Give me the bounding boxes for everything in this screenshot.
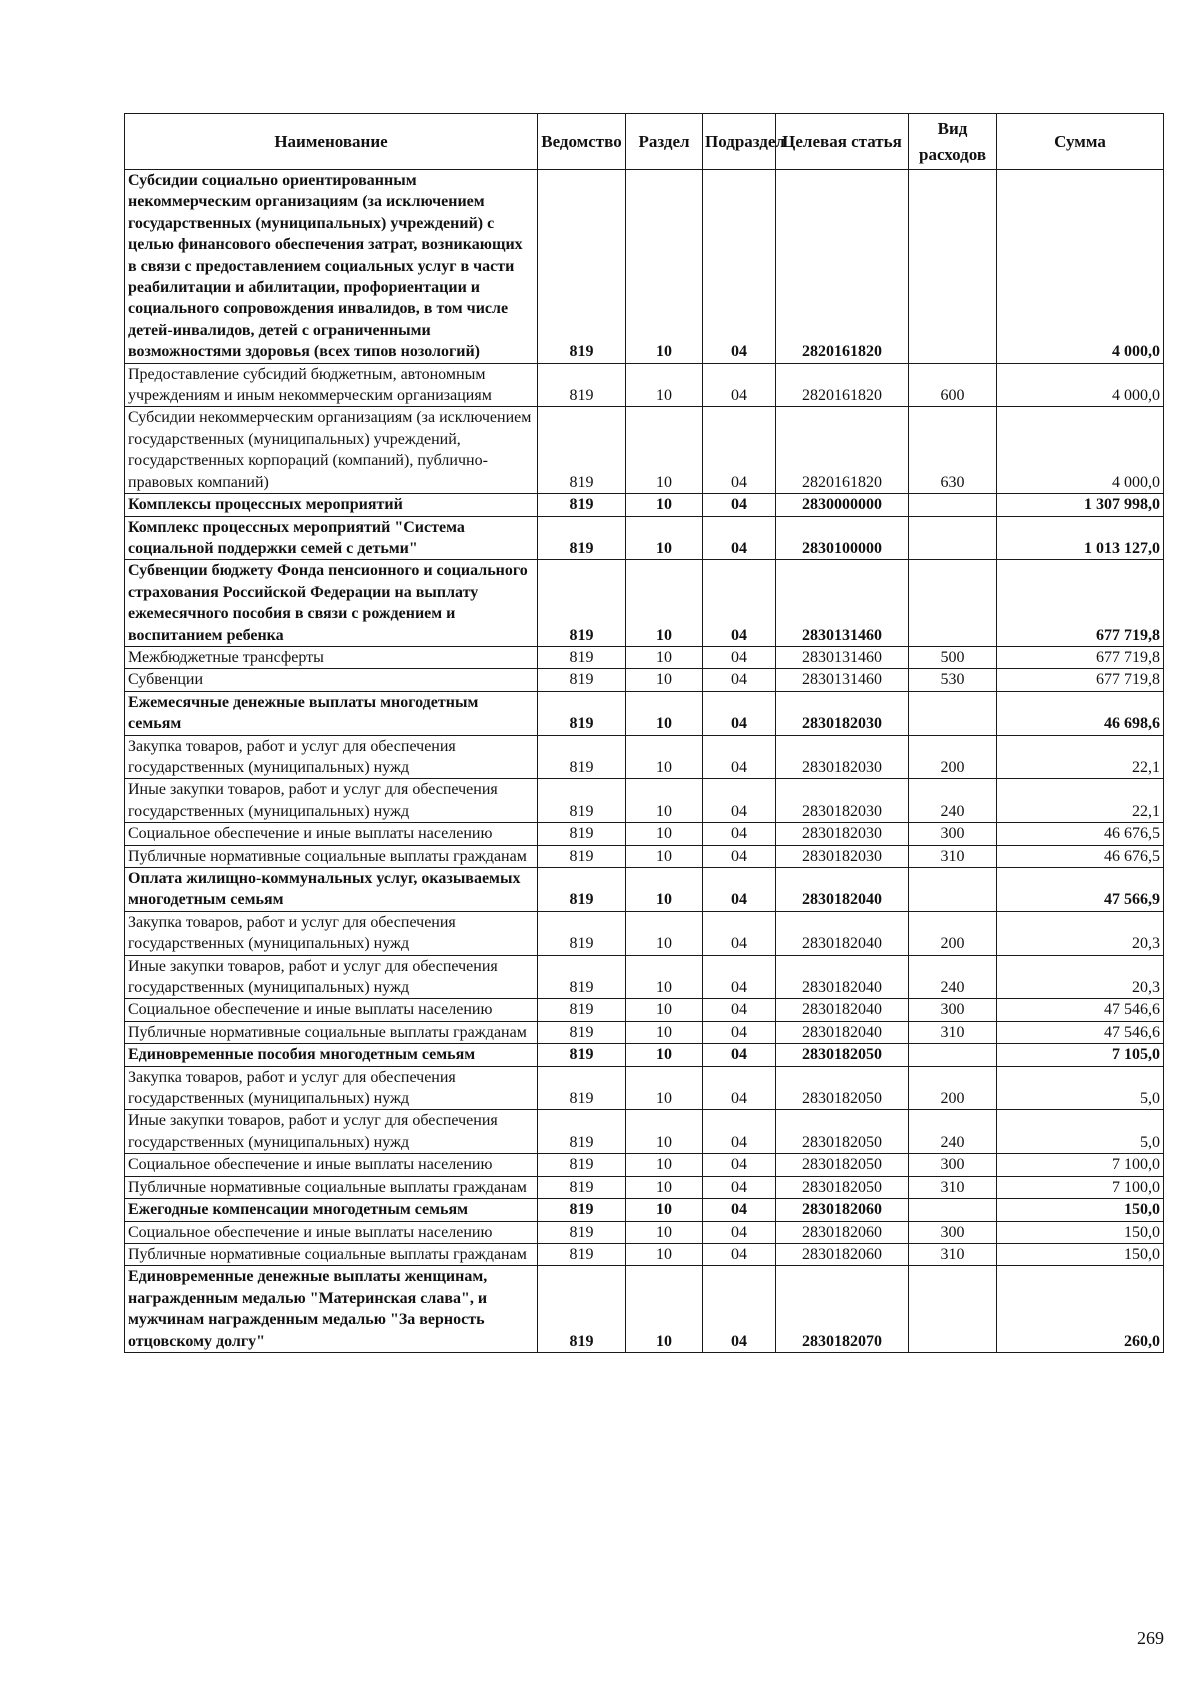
cell-summa: 677 719,8 xyxy=(997,646,1164,668)
cell-ved: 819 xyxy=(538,407,626,494)
cell-ved: 819 xyxy=(538,823,626,845)
cell-podrazdel: 04 xyxy=(703,999,776,1021)
cell-ved: 819 xyxy=(538,911,626,955)
cell-razdel: 10 xyxy=(626,735,703,779)
cell-summa: 7 100,0 xyxy=(997,1176,1164,1198)
cell-vid xyxy=(909,691,997,735)
cell-vid: 200 xyxy=(909,735,997,779)
cell-name: Иные закупки товаров, работ и услуг для обеспечения государственных (муниципальных) нужд xyxy=(125,955,538,999)
header-name: Наименование xyxy=(125,114,538,170)
table-row xyxy=(125,1199,1164,1221)
cell-celevaya: 2830182030 xyxy=(776,735,909,779)
table-row xyxy=(125,845,1164,867)
cell-ved: 819 xyxy=(538,516,626,560)
cell-podrazdel: 04 xyxy=(703,363,776,407)
table-row xyxy=(125,691,1164,735)
cell-name: Публичные нормативные социальные выплаты гражданам xyxy=(125,845,538,867)
cell-vid: 310 xyxy=(909,1021,997,1043)
table-row xyxy=(125,868,1164,912)
cell-summa: 46 676,5 xyxy=(997,823,1164,845)
cell-ved: 819 xyxy=(538,646,626,668)
table-row xyxy=(125,1021,1164,1043)
cell-name: Закупка товаров, работ и услуг для обеспечения государственных (муниципальных) нужд xyxy=(125,735,538,779)
cell-podrazdel: 04 xyxy=(703,1154,776,1176)
cell-celevaya: 2830182050 xyxy=(776,1044,909,1066)
cell-summa: 4 000,0 xyxy=(997,407,1164,494)
cell-ved: 819 xyxy=(538,1199,626,1221)
cell-vid: 500 xyxy=(909,646,997,668)
header-razdel: Раздел xyxy=(626,114,703,170)
cell-razdel: 10 xyxy=(626,363,703,407)
cell-podrazdel: 04 xyxy=(703,646,776,668)
cell-celevaya: 2820161820 xyxy=(776,363,909,407)
cell-celevaya: 2830182050 xyxy=(776,1176,909,1198)
table-row xyxy=(125,560,1164,647)
cell-summa: 46 698,6 xyxy=(997,691,1164,735)
cell-podrazdel: 04 xyxy=(703,1266,776,1353)
cell-podrazdel: 04 xyxy=(703,560,776,647)
cell-podrazdel: 04 xyxy=(703,1110,776,1154)
cell-podrazdel: 04 xyxy=(703,170,776,364)
cell-razdel: 10 xyxy=(626,1154,703,1176)
table-row xyxy=(125,1221,1164,1243)
cell-celevaya: 2830131460 xyxy=(776,669,909,691)
cell-summa: 5,0 xyxy=(997,1110,1164,1154)
cell-celevaya: 2820161820 xyxy=(776,170,909,364)
budget-table xyxy=(124,113,1164,1353)
cell-vid xyxy=(909,1044,997,1066)
cell-razdel: 10 xyxy=(626,999,703,1021)
cell-ved: 819 xyxy=(538,735,626,779)
cell-vid: 310 xyxy=(909,1176,997,1198)
cell-podrazdel: 04 xyxy=(703,669,776,691)
header-celevaya: Целевая статья xyxy=(776,114,909,170)
table-row xyxy=(125,735,1164,779)
cell-vid: 530 xyxy=(909,669,997,691)
cell-razdel: 10 xyxy=(626,1199,703,1221)
cell-razdel: 10 xyxy=(626,1021,703,1043)
cell-summa: 1 307 998,0 xyxy=(997,494,1164,516)
cell-name: Закупка товаров, работ и услуг для обеспечения государственных (муниципальных) нужд xyxy=(125,1066,538,1110)
cell-summa: 46 676,5 xyxy=(997,845,1164,867)
cell-vid xyxy=(909,560,997,647)
cell-podrazdel: 04 xyxy=(703,955,776,999)
cell-vid xyxy=(909,494,997,516)
cell-celevaya: 2830182050 xyxy=(776,1066,909,1110)
cell-name: Межбюджетные трансферты xyxy=(125,646,538,668)
cell-celevaya: 2830182030 xyxy=(776,779,909,823)
cell-ved: 819 xyxy=(538,1221,626,1243)
cell-podrazdel: 04 xyxy=(703,516,776,560)
cell-ved: 819 xyxy=(538,1110,626,1154)
cell-ved: 819 xyxy=(538,1066,626,1110)
cell-name: Социальное обеспечение и иные выплаты населению xyxy=(125,1221,538,1243)
cell-razdel: 10 xyxy=(626,516,703,560)
cell-razdel: 10 xyxy=(626,955,703,999)
cell-podrazdel: 04 xyxy=(703,691,776,735)
cell-podrazdel: 04 xyxy=(703,1199,776,1221)
cell-podrazdel: 04 xyxy=(703,1066,776,1110)
cell-name: Единовременные пособия многодетным семьям xyxy=(125,1044,538,1066)
cell-ved: 819 xyxy=(538,1154,626,1176)
cell-razdel: 10 xyxy=(626,407,703,494)
cell-celevaya: 2830182040 xyxy=(776,999,909,1021)
cell-podrazdel: 04 xyxy=(703,1044,776,1066)
cell-name: Публичные нормативные социальные выплаты гражданам xyxy=(125,1021,538,1043)
cell-podrazdel: 04 xyxy=(703,1221,776,1243)
cell-name: Публичные нормативные социальные выплаты гражданам xyxy=(125,1243,538,1265)
cell-name: Субсидии некоммерческим организациям (за исключением государственных (муниципальных) учреждений, государственных корпораций (компаний), публично-правовых компаний) xyxy=(125,407,538,494)
table-row xyxy=(125,1044,1164,1066)
cell-razdel: 10 xyxy=(626,911,703,955)
cell-name: Комплекс процессных мероприятий "Система социальной поддержки семей с детьми" xyxy=(125,516,538,560)
cell-vid: 310 xyxy=(909,845,997,867)
header-vid: Вид расходов xyxy=(909,114,997,170)
cell-razdel: 10 xyxy=(626,646,703,668)
header-ved: Ведомство xyxy=(538,114,626,170)
table-row xyxy=(125,911,1164,955)
cell-summa: 47 546,6 xyxy=(997,1021,1164,1043)
cell-ved: 819 xyxy=(538,170,626,364)
cell-ved: 819 xyxy=(538,1044,626,1066)
table-row xyxy=(125,646,1164,668)
cell-name: Субвенции xyxy=(125,669,538,691)
cell-celevaya: 2830182030 xyxy=(776,845,909,867)
table-body xyxy=(125,170,1164,1353)
cell-summa: 4 000,0 xyxy=(997,170,1164,364)
table-row xyxy=(125,494,1164,516)
cell-razdel: 10 xyxy=(626,170,703,364)
cell-ved: 819 xyxy=(538,363,626,407)
cell-name: Социальное обеспечение и иные выплаты населению xyxy=(125,999,538,1021)
cell-razdel: 10 xyxy=(626,494,703,516)
table-row xyxy=(125,407,1164,494)
cell-name: Закупка товаров, работ и услуг для обеспечения государственных (муниципальных) нужд xyxy=(125,911,538,955)
cell-razdel: 10 xyxy=(626,868,703,912)
header-summa: Сумма xyxy=(997,114,1164,170)
cell-summa: 677 719,8 xyxy=(997,560,1164,647)
table-row xyxy=(125,1176,1164,1198)
table-row xyxy=(125,823,1164,845)
cell-name: Публичные нормативные социальные выплаты гражданам xyxy=(125,1176,538,1198)
cell-vid xyxy=(909,1266,997,1353)
cell-summa: 47 546,6 xyxy=(997,999,1164,1021)
page-number: 269 xyxy=(1137,1628,1164,1648)
cell-razdel: 10 xyxy=(626,845,703,867)
cell-celevaya: 2830182070 xyxy=(776,1266,909,1353)
cell-summa: 7 100,0 xyxy=(997,1154,1164,1176)
cell-ved: 819 xyxy=(538,845,626,867)
cell-celevaya: 2830131460 xyxy=(776,560,909,647)
cell-celevaya: 2830182030 xyxy=(776,691,909,735)
cell-ved: 819 xyxy=(538,1266,626,1353)
cell-name: Оплата жилищно-коммунальных услуг, оказываемых многодетным семьям xyxy=(125,868,538,912)
cell-summa: 260,0 xyxy=(997,1266,1164,1353)
cell-razdel: 10 xyxy=(626,823,703,845)
cell-razdel: 10 xyxy=(626,669,703,691)
cell-summa: 150,0 xyxy=(997,1243,1164,1265)
cell-vid: 300 xyxy=(909,823,997,845)
cell-podrazdel: 04 xyxy=(703,407,776,494)
cell-vid xyxy=(909,1199,997,1221)
table-row xyxy=(125,1154,1164,1176)
cell-summa: 22,1 xyxy=(997,735,1164,779)
cell-podrazdel: 04 xyxy=(703,1021,776,1043)
cell-razdel: 10 xyxy=(626,1176,703,1198)
cell-podrazdel: 04 xyxy=(703,868,776,912)
cell-vid: 300 xyxy=(909,1154,997,1176)
cell-podrazdel: 04 xyxy=(703,823,776,845)
cell-ved: 819 xyxy=(538,669,626,691)
cell-name: Иные закупки товаров, работ и услуг для обеспечения государственных (муниципальных) нужд xyxy=(125,1110,538,1154)
cell-name: Ежемесячные денежные выплаты многодетным семьям xyxy=(125,691,538,735)
cell-vid xyxy=(909,170,997,364)
cell-ved: 819 xyxy=(538,494,626,516)
cell-celevaya: 2830182060 xyxy=(776,1221,909,1243)
cell-razdel: 10 xyxy=(626,560,703,647)
cell-razdel: 10 xyxy=(626,691,703,735)
table-row xyxy=(125,1266,1164,1353)
cell-vid: 300 xyxy=(909,999,997,1021)
cell-name: Социальное обеспечение и иные выплаты населению xyxy=(125,823,538,845)
cell-podrazdel: 04 xyxy=(703,845,776,867)
cell-celevaya: 2830182050 xyxy=(776,1154,909,1176)
cell-ved: 819 xyxy=(538,999,626,1021)
cell-vid: 310 xyxy=(909,1243,997,1265)
cell-ved: 819 xyxy=(538,1243,626,1265)
cell-summa: 20,3 xyxy=(997,911,1164,955)
cell-summa: 47 566,9 xyxy=(997,868,1164,912)
cell-ved: 819 xyxy=(538,1176,626,1198)
table-row xyxy=(125,170,1164,364)
cell-name: Субсидии социально ориентированным некоммерческим организациям (за исключением государственных (муниципальных) учреждений) с целью финансового обеспечения затрат, возникающих в связи с предоставлением социальных услуг в части реабилитации и абилитации, профориентации и социального сопровождения инвалидов, в том числе детей-инвалидов, детей с ограниченными возможностями здоровья (всех типов нозологий) xyxy=(125,170,538,364)
cell-podrazdel: 04 xyxy=(703,911,776,955)
cell-razdel: 10 xyxy=(626,1066,703,1110)
cell-name: Социальное обеспечение и иные выплаты населению xyxy=(125,1154,538,1176)
cell-celevaya: 2830000000 xyxy=(776,494,909,516)
cell-podrazdel: 04 xyxy=(703,1176,776,1198)
cell-name: Ежегодные компенсации многодетным семьям xyxy=(125,1199,538,1221)
cell-podrazdel: 04 xyxy=(703,779,776,823)
cell-name: Субвенции бюджету Фонда пенсионного и социального страхования Российской Федерации на выплату ежемесячного пособия в связи с рождением и воспитанием ребенка xyxy=(125,560,538,647)
cell-ved: 819 xyxy=(538,560,626,647)
table-row xyxy=(125,516,1164,560)
cell-celevaya: 2830182060 xyxy=(776,1243,909,1265)
cell-ved: 819 xyxy=(538,1021,626,1043)
document-page xyxy=(124,113,1163,1353)
cell-summa: 150,0 xyxy=(997,1199,1164,1221)
cell-celevaya: 2830182050 xyxy=(776,1110,909,1154)
cell-name: Иные закупки товаров, работ и услуг для обеспечения государственных (муниципальных) нужд xyxy=(125,779,538,823)
cell-name: Предоставление субсидий бюджетным, автономным учреждениям и иным некоммерческим организациям xyxy=(125,363,538,407)
cell-celevaya: 2830182040 xyxy=(776,955,909,999)
cell-podrazdel: 04 xyxy=(703,494,776,516)
cell-razdel: 10 xyxy=(626,1266,703,1353)
table-row xyxy=(125,1066,1164,1110)
table-row xyxy=(125,669,1164,691)
cell-vid xyxy=(909,516,997,560)
cell-name: Единовременные денежные выплаты женщинам, награжденным медалью "Материнская слава", и мужчинам награжденным медалью "За верность отцовскому долгу" xyxy=(125,1266,538,1353)
cell-celevaya: 2830131460 xyxy=(776,646,909,668)
cell-celevaya: 2820161820 xyxy=(776,407,909,494)
table-row xyxy=(125,363,1164,407)
cell-podrazdel: 04 xyxy=(703,1243,776,1265)
table-row xyxy=(125,779,1164,823)
header-row xyxy=(125,114,1164,170)
cell-razdel: 10 xyxy=(626,1221,703,1243)
cell-ved: 819 xyxy=(538,779,626,823)
cell-ved: 819 xyxy=(538,691,626,735)
table-row xyxy=(125,955,1164,999)
cell-summa: 4 000,0 xyxy=(997,363,1164,407)
cell-razdel: 10 xyxy=(626,779,703,823)
cell-celevaya: 2830182040 xyxy=(776,1021,909,1043)
cell-summa: 150,0 xyxy=(997,1221,1164,1243)
cell-razdel: 10 xyxy=(626,1110,703,1154)
cell-ved: 819 xyxy=(538,868,626,912)
cell-summa: 5,0 xyxy=(997,1066,1164,1110)
cell-vid: 200 xyxy=(909,1066,997,1110)
cell-vid: 630 xyxy=(909,407,997,494)
cell-summa: 22,1 xyxy=(997,779,1164,823)
cell-celevaya: 2830182040 xyxy=(776,911,909,955)
cell-vid: 240 xyxy=(909,955,997,999)
cell-ved: 819 xyxy=(538,955,626,999)
cell-celevaya: 2830182030 xyxy=(776,823,909,845)
cell-vid: 600 xyxy=(909,363,997,407)
table-row xyxy=(125,999,1164,1021)
cell-razdel: 10 xyxy=(626,1044,703,1066)
cell-summa: 20,3 xyxy=(997,955,1164,999)
cell-vid: 300 xyxy=(909,1221,997,1243)
cell-celevaya: 2830100000 xyxy=(776,516,909,560)
cell-celevaya: 2830182060 xyxy=(776,1199,909,1221)
cell-summa: 677 719,8 xyxy=(997,669,1164,691)
table-row xyxy=(125,1243,1164,1265)
cell-vid: 240 xyxy=(909,779,997,823)
cell-razdel: 10 xyxy=(626,1243,703,1265)
cell-vid: 240 xyxy=(909,1110,997,1154)
cell-vid xyxy=(909,868,997,912)
cell-podrazdel: 04 xyxy=(703,735,776,779)
table-row xyxy=(125,1110,1164,1154)
cell-vid: 200 xyxy=(909,911,997,955)
cell-celevaya: 2830182040 xyxy=(776,868,909,912)
cell-name: Комплексы процессных мероприятий xyxy=(125,494,538,516)
cell-summa: 1 013 127,0 xyxy=(997,516,1164,560)
header-podrazdel: Подраздел xyxy=(703,114,776,170)
cell-summa: 7 105,0 xyxy=(997,1044,1164,1066)
